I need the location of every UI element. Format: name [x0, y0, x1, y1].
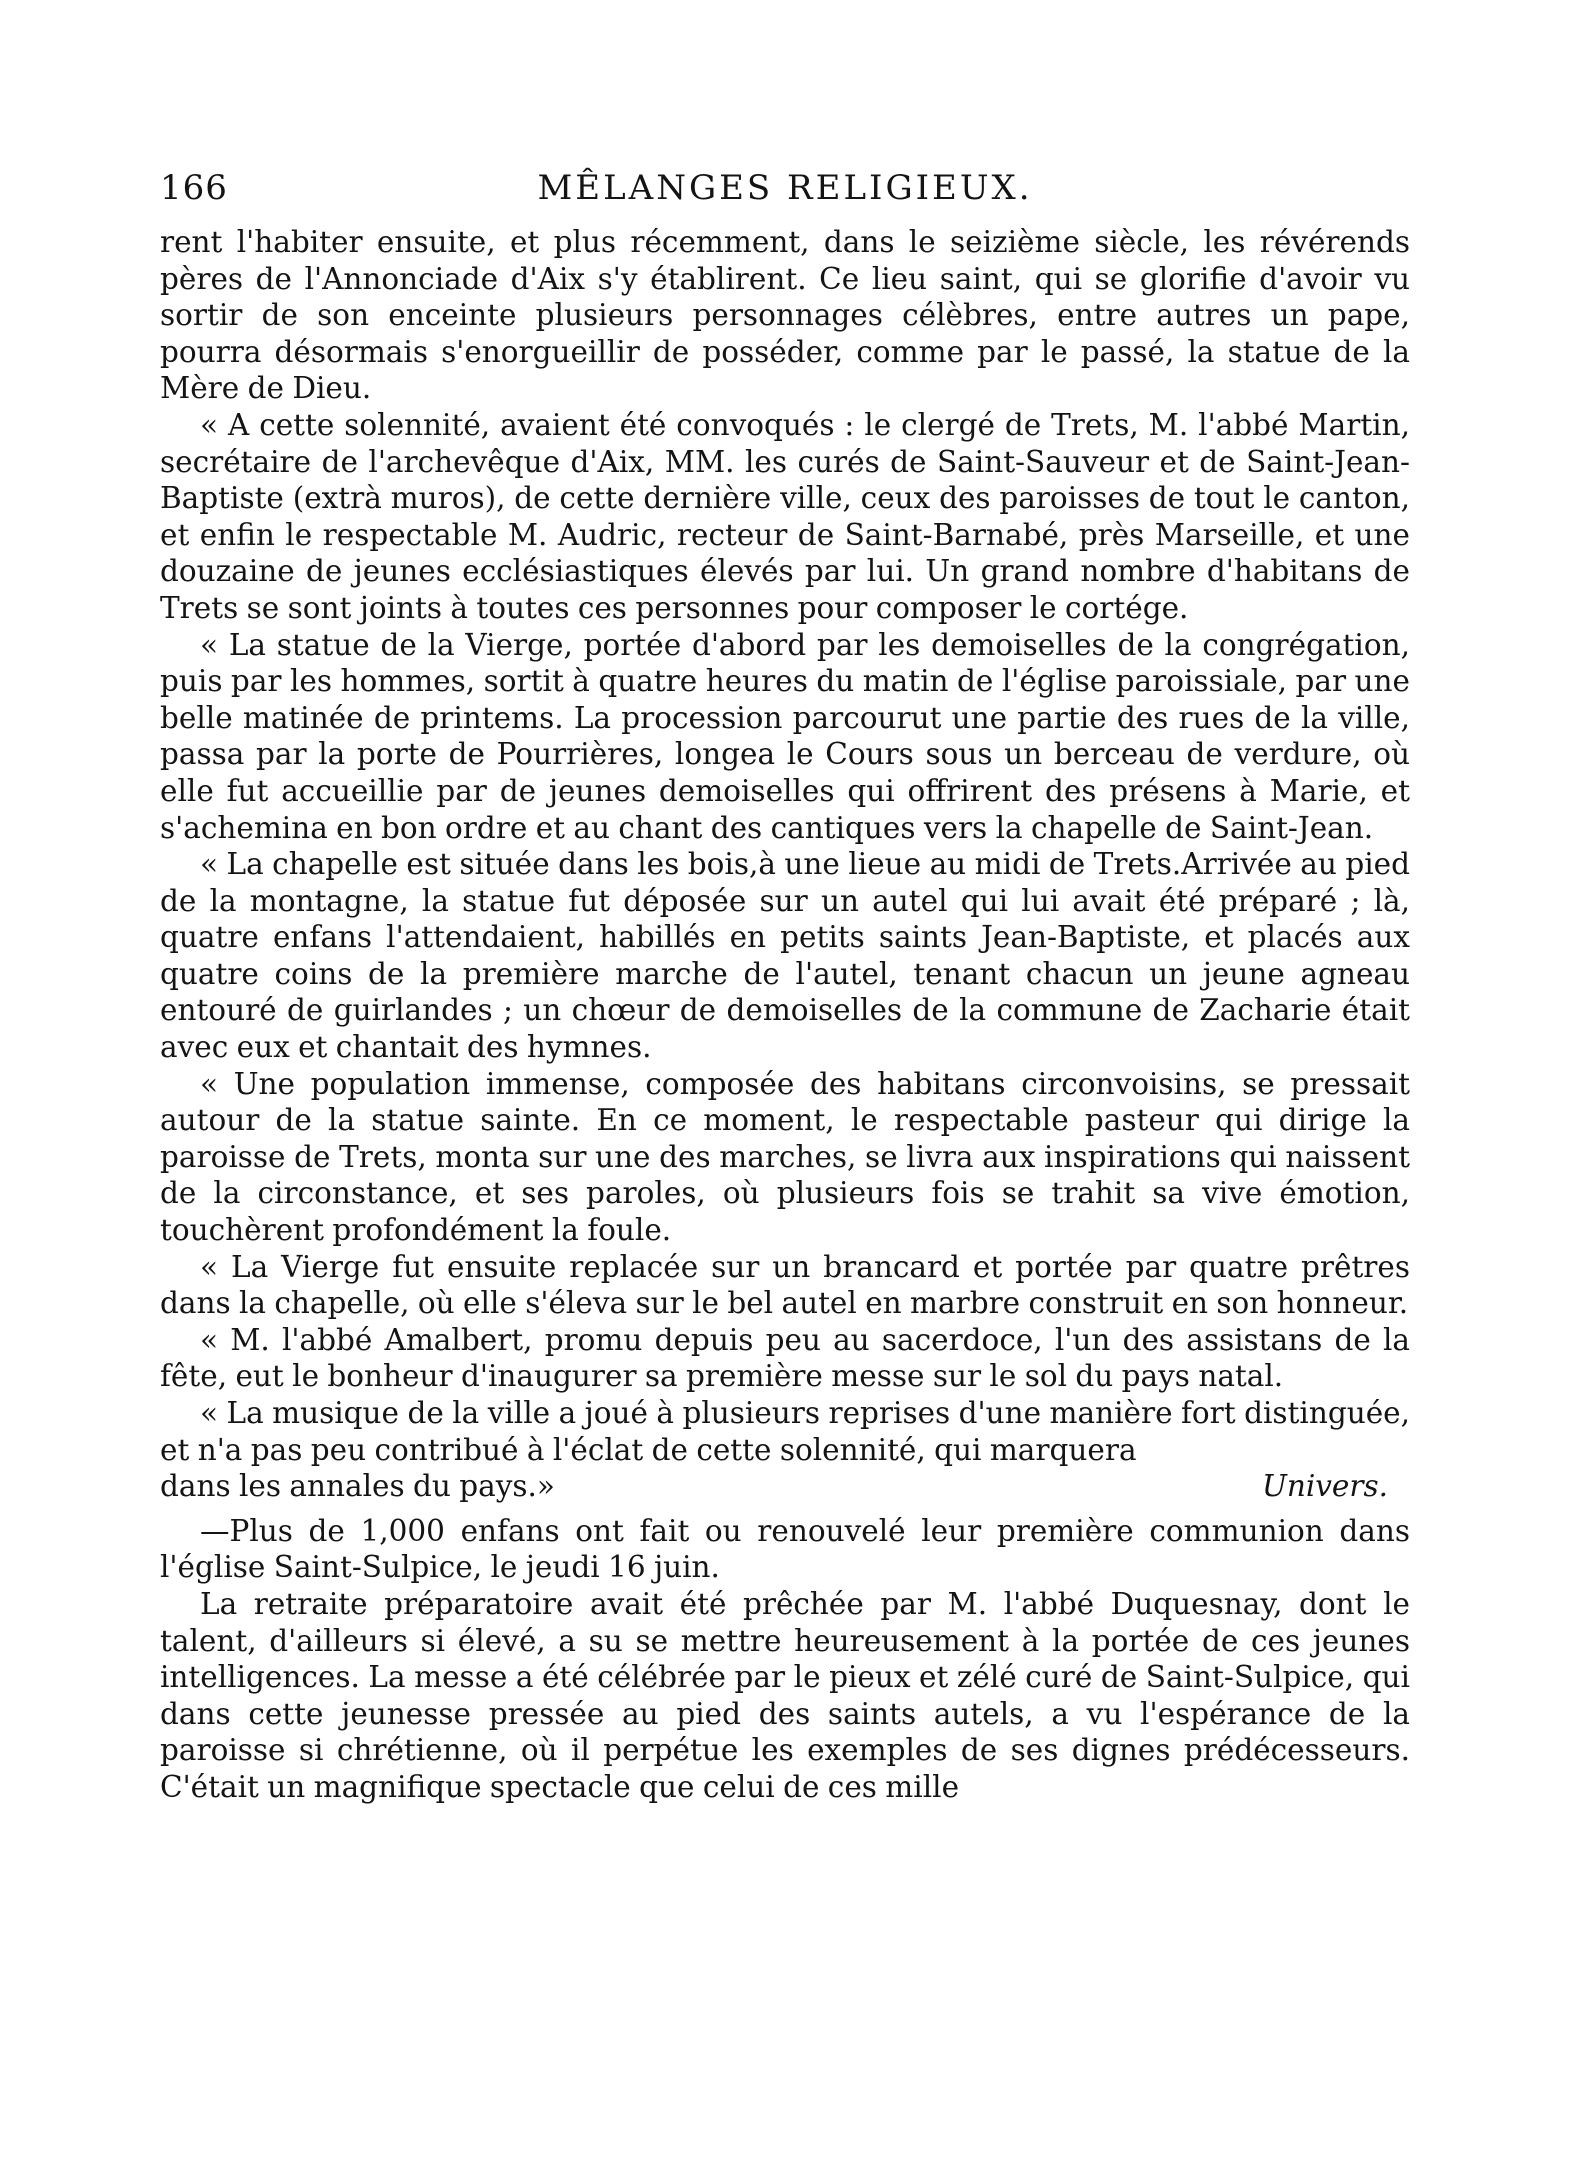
paragraph: —Plus de 1,000 enfans ont fait ou renouvelé leur première communion dans l'église Saint-Sulpice, le jeudi 16 juin.	[160, 1513, 1410, 1585]
page-header	[160, 160, 1410, 220]
paragraph: « La chapelle est située dans les bois,à une lieue au midi de Trets.Arrivée au pied de la montagne, la statue fut déposée sur un autel qui lui avait été préparé ; là, quatre enfans l'attendaient, habillés en petits saints Jean-Baptiste, et placés aux quatre coins de la première marche de l'autel, tenant chacun un jeune agneau entouré de guirlandes ; un chœur de demoiselles de la commune de Zacharie était avec eux et chantait des hymnes.	[160, 847, 1410, 1065]
running-title: MÊLANGES RELIGIEUX.	[537, 168, 1033, 208]
source-attribution: Univers.	[1261, 1469, 1388, 1504]
paragraph: « M. l'abbé Amalbert, promu depuis peu au sacerdoce, l'un des assistans de la fête, eut le bonheur d'inaugurer sa première messe sur le sol du pays natal.	[160, 1322, 1410, 1394]
paragraph: « A cette solennité, avaient été convoqués : le clergé de Trets, M. l'abbé Martin, secrétaire de l'archevêque d'Aix, MM. les curés de Saint-Sauveur et de Saint-Jean-Baptiste (extrà muros), de cette dernière ville, ceux des paroisses de tout le canton, et enfin le respectable M. Audric, recteur de Saint-Barnabé, près Marseille, et une douzaine de jeunes ecclésiastiques élevés par lui. Un grand nombre d'habitans de Trets se sont joints à toutes ces personnes pour composer le cortége.	[160, 407, 1410, 625]
paragraph: « La musique de la ville a joué à plusieurs reprises d'une manière fort distinguée, et n'a pas peu contribué à l'éclat de cette solennité, qui marquera	[160, 1396, 1410, 1467]
paragraph: « Une population immense, composée des habitans circonvoisins, se pressait autour de la statue sainte. En ce moment, le respectable pasteur qui dirige la paroisse de Trets, monta sur une des marches, se livra aux inspirations qui naissent de la circonstance, et ses paroles, où plusieurs fois se trahit sa vive émotion, touchèrent profondément la foule.	[160, 1066, 1410, 1248]
closing-text: dans les annales du pays.»	[160, 1469, 555, 1504]
paragraph: « La Vierge fut ensuite replacée sur un brancard et portée par quatre prêtres dans la chapelle, où elle s'éleva sur le bel autel en marbre construit en son honneur.	[160, 1249, 1410, 1321]
closing-line	[160, 1468, 1410, 1505]
paragraph: La retraite préparatoire avait été prêchée par M. l'abbé Duquesnay, dont le talent, d'ailleurs si élevé, a su se mettre heureusement à la portée de ces jeunes intelligences. La messe a été célébrée par le pieux et zélé curé de Saint-Sulpice, qui dans cette jeunesse pressée au pied des saints autels, a vu l'espérance de la paroisse si chrétienne, où il perpétue les exemples de ses dignes prédécesseurs. C'était un magnifique spectacle que celui de ces mille	[160, 1586, 1410, 1804]
paragraph: rent l'habiter ensuite, et plus récemment, dans le seizième siècle, les révérends pères de l'Annonciade d'Aix s'y établirent. Ce lieu saint, qui se glorifie d'avoir vu sortir de son enceinte plusieurs personnages célèbres, entre autres un pape, pourra désormais s'enorgueillir de posséder, comme par le passé, la statue de la Mère de Dieu.	[160, 225, 1410, 406]
body-text	[160, 224, 1410, 1806]
page-number: 166	[160, 168, 228, 208]
paragraph: « La statue de la Vierge, portée d'abord par les demoiselles de la congrégation, puis par les hommes, sortit à quatre heures du matin de l'église paroissiale, par une belle matinée de printems. La procession parcourut une partie des rues de la ville, passa par la porte de Pourrières, longea le Cours sous un berceau de verdure, où elle fut accueillie par de jeunes demoiselles qui offrirent des présens à Marie, et s'achemina en bon ordre et au chant des cantiques vers la chapelle de Saint-Jean.	[160, 627, 1410, 845]
